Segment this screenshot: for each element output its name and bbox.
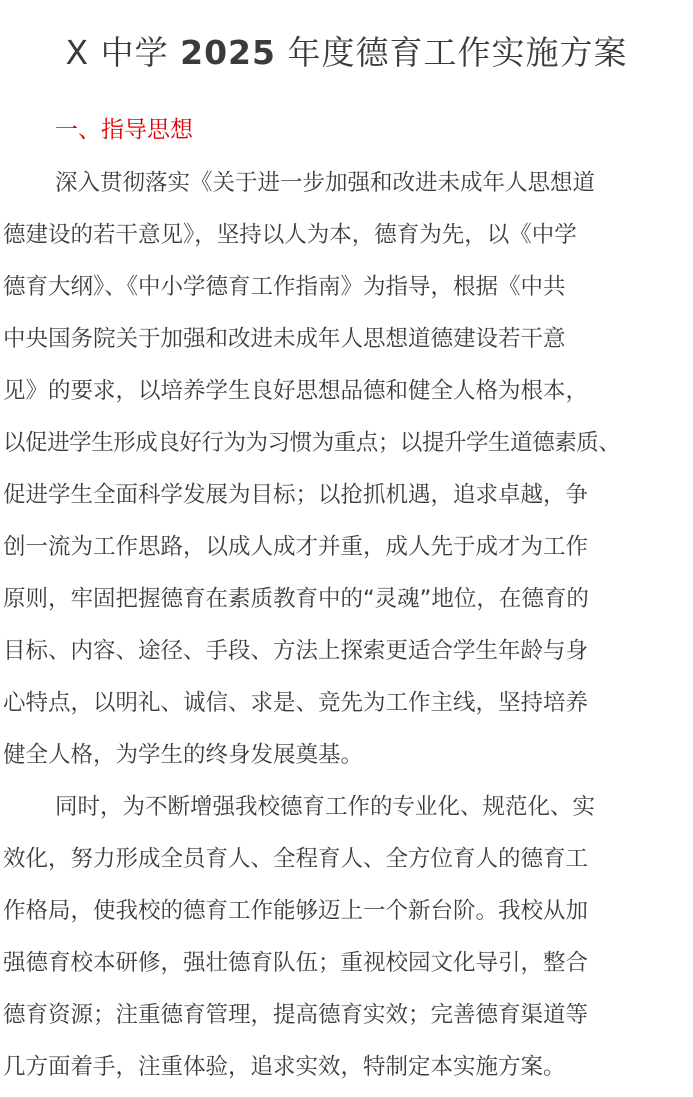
paragraph-line: 目标、内容、途径、手段、方法上探索更适合学生年龄与身 [3,638,589,664]
document-title [0,28,693,78]
paragraph-line: 德育资源；注重德育管理，提高德育实效；完善德育渠道等 [3,1002,589,1028]
paragraph-line: 原则，牢固把握德育在素质教育中的“灵魂”地位，在德育的 [3,586,589,612]
title-year: 2025 [180,33,276,72]
paragraph-line: 德育大纲》、《中小学德育工作指南》为指导，根据《中共 [3,274,566,300]
title-suffix: 年度德育工作实施方案 [275,33,628,72]
paragraph-line: 中央国务院关于加强和改进未成年人思想道德建设若干意 [3,326,566,352]
paragraph-line: 创一流为工作思路，以成人成才并重，成人先于成才为工作 [3,534,589,560]
paragraph-line: 深入贯彻落实《关于进一步加强和改进未成年人思想道 [55,170,596,196]
paragraph-line: 见》的要求，以培养学生良好思想品德和健全人格为根本， [3,378,589,404]
paragraph-line: 几方面着手，注重体验，追求实效，特制定本实施方案。 [3,1054,566,1080]
paragraph-line: 作格局，使我校的德育工作能够迈上一个新台阶。我校从加 [3,898,589,924]
paragraph-line: 促进学生全面科学发展为目标；以抢抓机遇，追求卓越，争 [3,482,589,508]
paragraph-line: 心特点，以明礼、诚信、求是、竞先为工作主线，坚持培养 [3,690,589,716]
paragraph-line: 健全人格，为学生的终身发展奠基。 [3,742,364,768]
paragraph-line: 以促进学生形成良好行为为习惯为重点；以提升学生道德素质、 [3,430,621,456]
title-prefix: X 中学 [65,33,181,72]
paragraph-line: 同时，为不断增强我校德育工作的专业化、规范化、实 [55,794,596,820]
paragraph-line: 效化，努力形成全员育人、全程育人、全方位育人的德育工 [3,846,589,872]
section-heading: 一、指导思想 [55,117,193,143]
paragraph-line: 德建设的若干意见》，坚持以人为本，德育为先，以《中学 [3,222,577,248]
paragraph-line: 强德育校本研修，强壮德育队伍；重视校园文化导引，整合 [3,950,589,976]
